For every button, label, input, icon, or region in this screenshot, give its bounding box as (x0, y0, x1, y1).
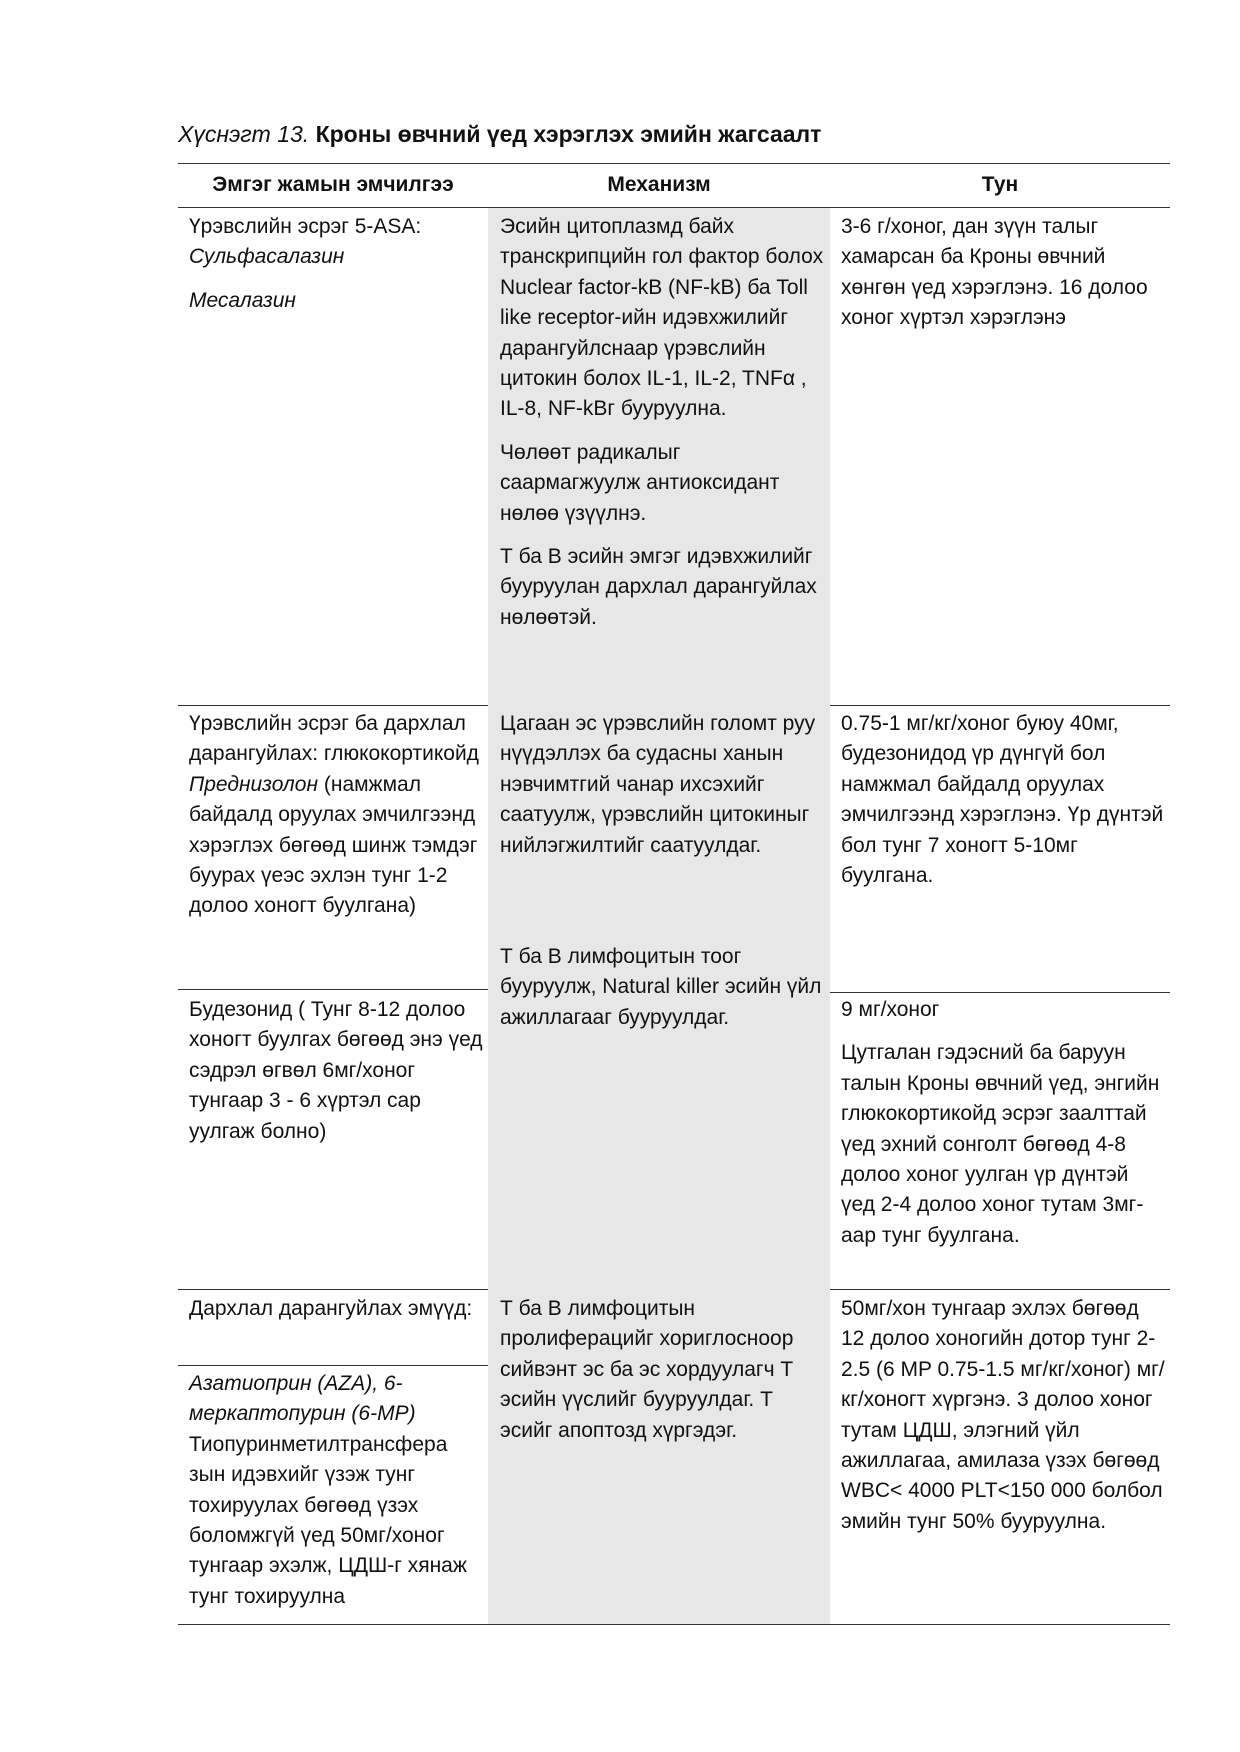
r4-treatment-rest: Тиопуринметилтрансфера зын идэвхийг үзэж тунг тохируулах бөгөөд үзэх боломжгүй үед 50мг/хоног тунгаар эхэлж, ЦДШ-г хянаж тунг тохируулна (189, 1432, 467, 1608)
caption-title: Кроны өвчний үед хэрэглэх эмийн жагсаалт (315, 121, 822, 147)
table-caption (178, 119, 821, 149)
r4-mechanism-cell (500, 1294, 826, 1446)
header-dose: Тун (981, 173, 1019, 196)
row4-sub-rule (178, 1365, 488, 1366)
r2-mechanism-p1: Цагаан эс үрэвслийн голомт руу нүүдэллэх ба судасны ханын нэвчимтгий чанар ихсэхийг саатуулж, үрэвслийн цитокиныг нийлэгжилтийг саатуулдаг. (500, 712, 816, 857)
r4-treatment-cell (189, 1369, 485, 1612)
r2-drug-prednisolone: Преднизолон (189, 772, 319, 796)
row1-rule-left (178, 705, 488, 706)
r4-mechanism-p1: Т ба В лимфоцитын пролиферацийг хориглосноор сийвэнт эс ба эс хордуулагч Т эсийн үүслийг бууруулдаг. Т эсийг апоптозд хүргэдэг. (500, 1297, 794, 1442)
r2-dose-cell (841, 709, 1167, 891)
r1-treatment-line1: Үрэвслийн эсрэг 5-ASA: (189, 215, 422, 238)
r1-mechanism-cell (500, 212, 826, 633)
r1-dose-p1: 3-6 г/хоног, дан зүүн талыг хамарсан ба Кроны өвчний хөнгөн үед хэрэглэнэ. 16 долоо хоног хүртэл хэрэглэнэ (841, 215, 1148, 330)
r4-immunosuppressants-label: Дархлал дарангуйлах эмүүд: (189, 1297, 473, 1320)
r2-dose-p1: 0.75-1 мг/кг/хоног буюу 40мг, будезонидод үр дүнгүй бол намжмал байдалд оруулах эмчилгээнд хэрэглэнэ. Үр дүнтэй бол тунг 7 хоногт 5-10мг буулгана. (841, 712, 1164, 888)
caption-label: Хүснэгт 13. (178, 121, 310, 147)
r4-drug-azathioprine: Азатиоприн (AZA), 6-меркаптопурин (6-MP) (189, 1372, 416, 1426)
header-rule (178, 207, 1170, 208)
table-bottom-rule (178, 1624, 1170, 1625)
r2-mechanism-cell (500, 709, 826, 861)
r4-dose-p1: 50мг/хон тунгаар эхлэх бөгөөд 12 долоо хоногийн дотор тунг 2-2.5 (6 MP 0.75-1.5 мг/кг/хоног) мг/кг/хоногт хүргэнэ. 3 долоо хоног тутам ЦДШ, элэгний үйл ажиллагаа, амилаза үзэх бөгөөд WBC< 4000 PLT<150 000 болбол эмийн тунг 50% бууруулна. (841, 1297, 1165, 1533)
r3-dose-p2: Цутгалан гэдэсний ба баруун талын Кроны өвчний үед, энгийн глюкокортикойд эсрэг заалттай үед эхний сонголт бөгөөд 4-8 долоо хоног уулган үр дүнтэй үед 2-4 долоо хоног тутам 3мг-аар тунг буулгана. (841, 1041, 1160, 1247)
r1-mechanism-p3: Т ба В эсийн эмгэг идэвхжилийг бууруулан дархлал дарангуйлах нөлөөтэй. (500, 545, 817, 629)
r3-treatment-cell (189, 995, 485, 1147)
r4-dose-cell (841, 1294, 1167, 1537)
header-pathogenesis-treatment: Эмгэг жамын эмчилгээ (212, 173, 454, 196)
r3-dose-p1: 9 мг/хоног (841, 998, 940, 1021)
row3-rule-right (830, 1289, 1170, 1290)
r1-drug-sulfasalazine: Сульфасалазин (189, 245, 345, 269)
r1-dose-cell (841, 212, 1167, 334)
r2-mechanism-p2-cell (500, 942, 826, 1033)
row1-rule-right (830, 705, 1170, 706)
drug-table (178, 163, 1170, 1625)
r1-mechanism-p1: Эсийн цитоплазмд байх транскрипцийн гол фактор болох Nuclear factor-kB (NF-kB) ба Toll like receptor-ийн идэвхжилийг дарангуйлснаар үрэвслийн цитокин болох IL-1, IL-2, TNFα , IL-8, NF-kBг бууруулна. (500, 215, 824, 421)
r3-drug-budesonide: Будезонид ( Тунг 8-12 долоо хоногт буулгах бөгөөд энэ үед сэдрэл өгвөл 6мг/хоног тунгаар 3 - 6 хүртэл сар уулгаж болно) (189, 998, 483, 1143)
r4-treatment-top-cell (189, 1294, 485, 1324)
r2-treatment-post: (намжмал байдалд оруулах эмчилгээнд хэрэглэх бөгөөд шинж тэмдэг буурах үеэс эхлэн тунг 1-2 долоо хоногт буулгана) (189, 772, 478, 918)
row3-rule-left (178, 1289, 488, 1290)
r2-mechanism-p2: Т ба В лимфоцитын тоог бууруулж, Natural killer эсийн үйл ажиллагааг бууруулдаг. (500, 945, 822, 1029)
header-mechanism: Механизм (607, 173, 711, 196)
r2-treatment-pre: Үрэвслийн эсрэг ба дархлал дарангуйлах: глюкокортикойд (189, 712, 479, 766)
r3-dose-cell (841, 995, 1167, 1251)
r2-treatment-cell (189, 709, 485, 922)
r1-drug-mesalazine: Месалазин (189, 288, 296, 312)
row2-rule-left (178, 989, 488, 990)
row2-rule-right (830, 992, 1170, 993)
r1-mechanism-p2: Чөлөөт радикалыг саармагжуулж антиоксидант нөлөө үзүүлнэ. (500, 440, 780, 525)
r1-treatment-cell (189, 212, 485, 316)
